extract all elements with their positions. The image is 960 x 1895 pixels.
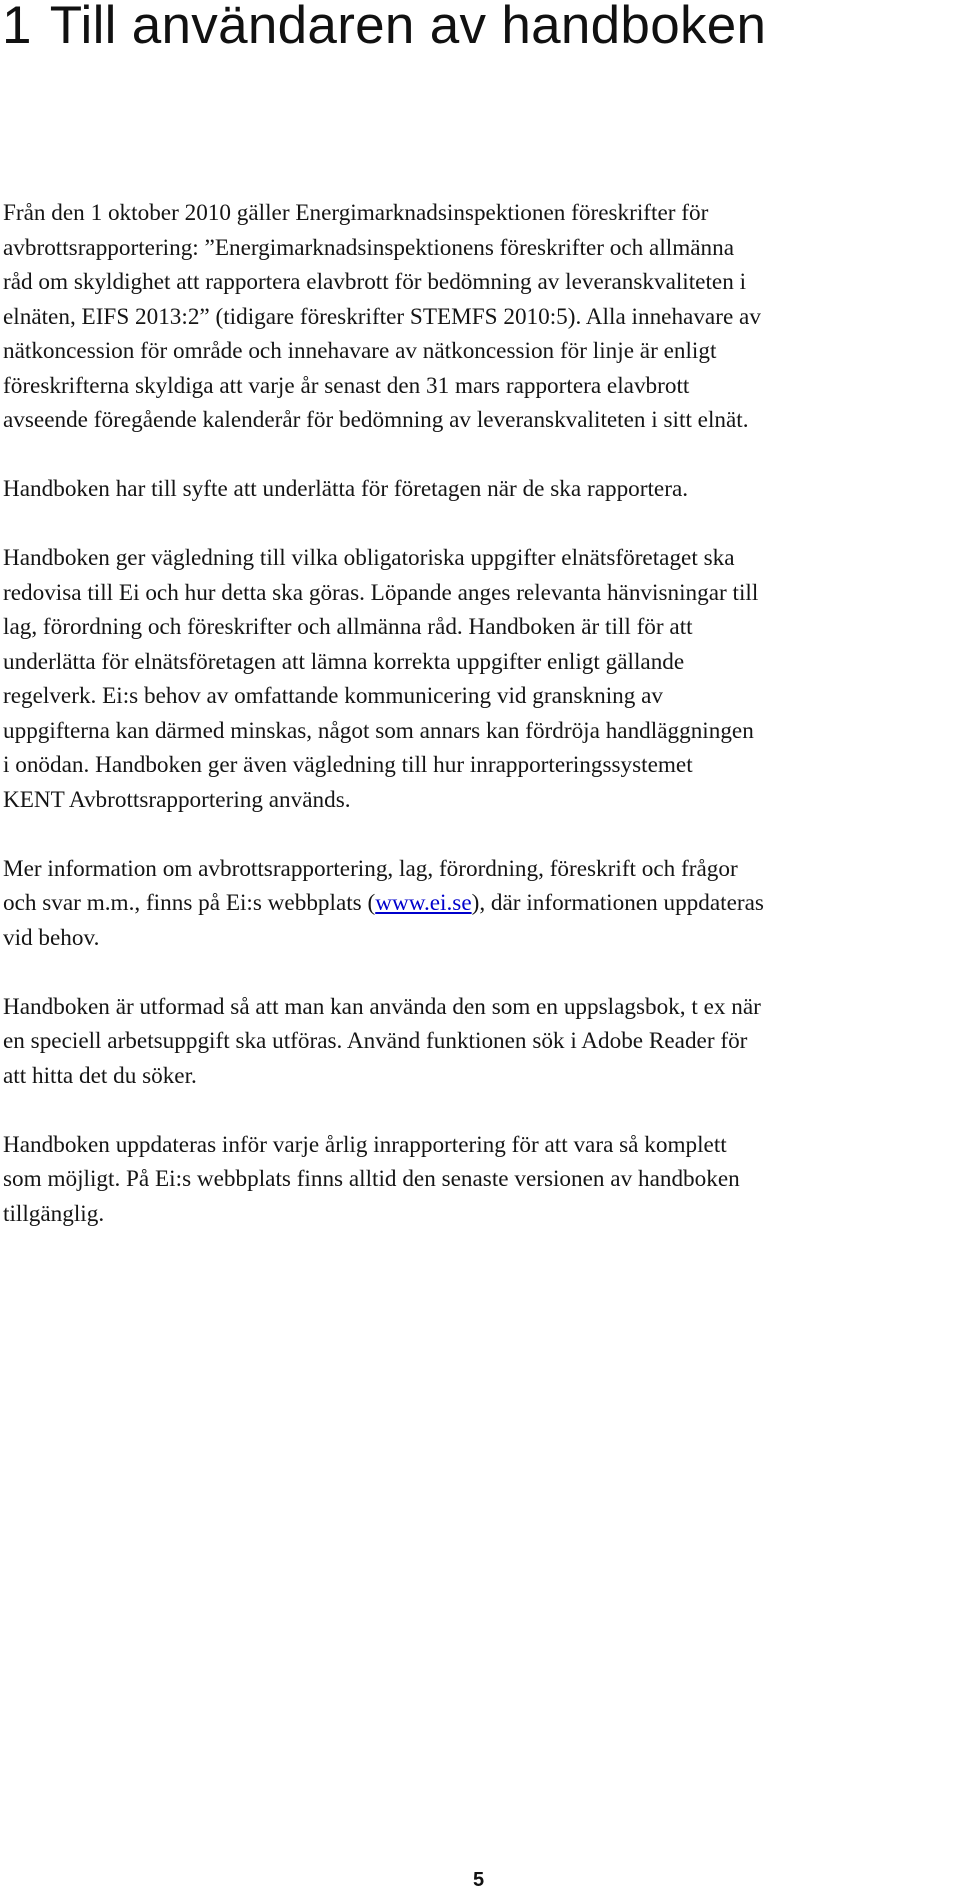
text-line: Från den 1 oktober 2010 gäller Energimarknadsinspektionen föreskrifter för bbox=[3, 200, 709, 226]
paragraph-guidance bbox=[3, 541, 958, 817]
chapter-number: 1 bbox=[2, 0, 32, 55]
paragraph-purpose bbox=[3, 472, 958, 507]
text-line: råd om skyldighet att rapportera elavbrott för bedömning av leveranskvaliteten i bbox=[3, 269, 747, 295]
text-line: tillgänglig. bbox=[3, 1200, 105, 1227]
text-line: att hitta det du söker. bbox=[3, 1062, 197, 1089]
text-line: i onödan. Handboken ger även vägledning till hur inrapporteringssystemet bbox=[3, 752, 693, 778]
text-line: lag, förordning och föreskrifter och allmänna råd. Handboken är till för att bbox=[3, 614, 693, 640]
paragraph-updates bbox=[3, 1128, 958, 1232]
text-line-with-link bbox=[3, 886, 958, 921]
text-line: redovisa till Ei och hur detta ska göras. Löpande anges relevanta hänvisningar till bbox=[3, 579, 759, 606]
text-line: vid behov. bbox=[3, 924, 100, 951]
chapter-heading bbox=[2, 0, 766, 58]
text-line: Mer information om avbrottsrapportering, lag, förordning, föreskrift och frågor bbox=[3, 855, 738, 882]
text-line: uppgifterna kan därmed minskas, något som annars kan fördröja handläggningen bbox=[3, 717, 754, 744]
text-line: en speciell arbetsuppgift ska utföras. Använd funktionen sök i Adobe Reader för bbox=[3, 1028, 748, 1054]
text-line: elnäten, EIFS 2013:2” (tidigare föreskrifter STEMFS 2010:5). Alla innehavare av bbox=[3, 303, 761, 330]
text-line: Handboken har till syfte att underlätta för företagen när de ska rapportera. bbox=[3, 476, 689, 502]
page-number: 5 bbox=[473, 1869, 485, 1891]
text-line: underlätta för elnätsföretagen att lämna korrekta uppgifter enligt gällande bbox=[3, 648, 685, 675]
paragraph-usage bbox=[3, 990, 958, 1094]
text-line: Handboken ger vägledning till vilka obligatoriska uppgifter elnätsföretaget ska bbox=[3, 545, 735, 571]
text-segment: ), där informationen uppdateras bbox=[471, 890, 764, 916]
document-body bbox=[3, 196, 958, 1266]
text-line: avbrottsrapportering: ”Energimarknadsinspektionens föreskrifter och allmänna bbox=[3, 234, 735, 261]
text-line: Handboken är utformad så att man kan använda den som en uppslagsbok, t ex när bbox=[3, 993, 761, 1020]
text-line: KENT Avbrottsrapportering används. bbox=[3, 786, 351, 813]
text-segment: och svar m.m., finns på Ei:s webbplats ( bbox=[3, 890, 376, 916]
text-line: avseende föregående kalenderår för bedömning av leveranskvaliteten i sitt elnät. bbox=[3, 407, 749, 433]
text-line: nätkoncession för område och innehavare av nätkoncession för linje är enligt bbox=[3, 338, 717, 364]
text-line: föreskrifterna skyldiga att varje år senast den 31 mars rapportera elavbrott bbox=[3, 372, 690, 399]
text-line: Handboken uppdateras inför varje årlig inrapportering för att vara så komplett bbox=[3, 1131, 727, 1158]
text-line: regelverk. Ei:s behov av omfattande kommunicering vid granskning av bbox=[3, 683, 664, 709]
paragraph-more-info bbox=[3, 852, 958, 956]
paragraph-intro bbox=[3, 196, 958, 438]
website-link[interactable]: www.ei.se bbox=[375, 890, 472, 916]
text-line: som möjligt. På Ei:s webbplats finns alltid den senaste versionen av handboken bbox=[3, 1166, 740, 1192]
chapter-title: Till användaren av handboken bbox=[49, 0, 767, 55]
